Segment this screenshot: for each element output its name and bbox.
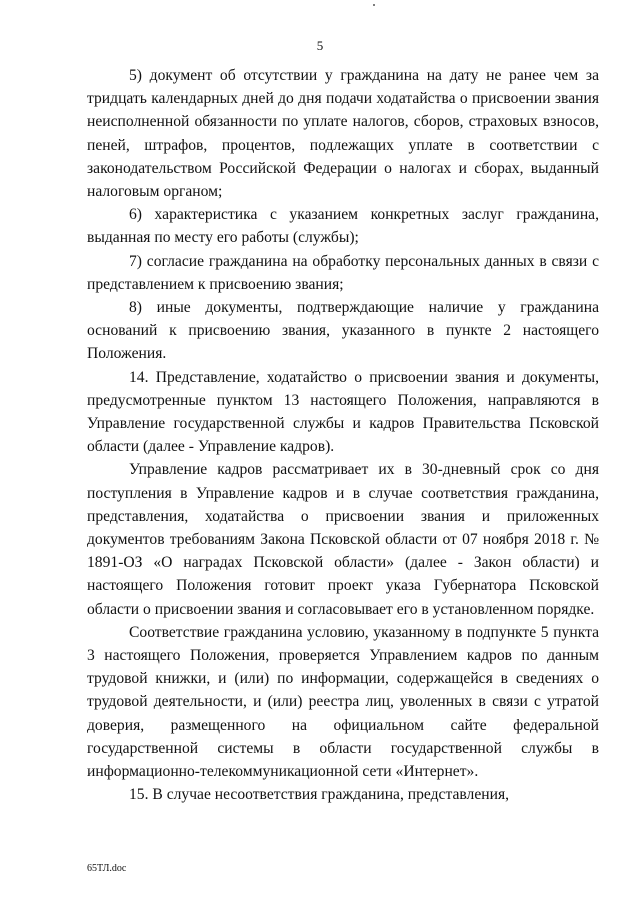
paragraph-item-6: 6) характеристика с указанием конкретных заслуг гражданина, выданная по месту его работы (службы); bbox=[87, 206, 599, 247]
file-name-footer: 65ТЛ.doc bbox=[87, 863, 127, 874]
paragraph-compliance-check: Соответствие гражданина условию, указанному в подпункте 5 пункта 3 настоящего Положения, проверяется Управлением кадров по данным трудовой книжки, и (или) по информации, содержащейся в сведениях о трудовой деятельности, и (или) реестра лиц, уволенных в связи с утратой доверия, размещенного на официальном сайте федеральной государственной системы в области государственной службы в информационно-телекоммуникационной сети «Интернет». bbox=[87, 623, 599, 781]
paragraph-clause-15: 15. В случае несоответствия гражданина, представления, bbox=[129, 786, 510, 804]
page-number: 5 bbox=[316, 38, 324, 53]
paragraph-item-8: 8) иные документы, подтверждающие наличие у гражданина оснований к присвоению звания, указанного в пункте 2 настоящего Положения. bbox=[87, 299, 599, 363]
document-body bbox=[87, 64, 599, 807]
paragraph-review-procedure: Управление кадров рассматривает их в 30-дневный срок со дня поступления в Управление кадров и в случае соответствия гражданина, представления, ходатайства о присвоении звания и приложенных документов требованиям Закона Псковской области от 07 ноября 2018 г. № 1891-ОЗ «О наградах Псковской области» (далее - Закон области) и настоящего Положения готовит проект указа Губернатора Псковской области о присвоении звания и согласовывает его в установленном порядке. bbox=[87, 461, 599, 618]
paragraph-item-7: 7) согласие гражданина на обработку персональных данных в связи с представлением к присвоению звания; bbox=[87, 252, 599, 293]
scan-speck bbox=[373, 4, 375, 6]
paragraph-clause-14: 14. Представление, ходатайство о присвоении звания и документы, предусмотренные пунктом 13 настоящего Положения, направляются в Управление государственной службы и кадров Правительства Псковской области (далее - Управление кадров). bbox=[87, 368, 599, 456]
paragraph-item-5: 5) документ об отсутствии у гражданина на дату не ранее чем за тридцать календарных дней до дня подачи ходатайства о присвоении звания неисполненной обязанности по уплате налогов, сборов, страховых взносов, пеней, штрафов, процентов, подлежащих уплате в соответствии с законодательством Российской Федерации о налогах и сборах, выданный налоговым органом; bbox=[87, 67, 599, 201]
